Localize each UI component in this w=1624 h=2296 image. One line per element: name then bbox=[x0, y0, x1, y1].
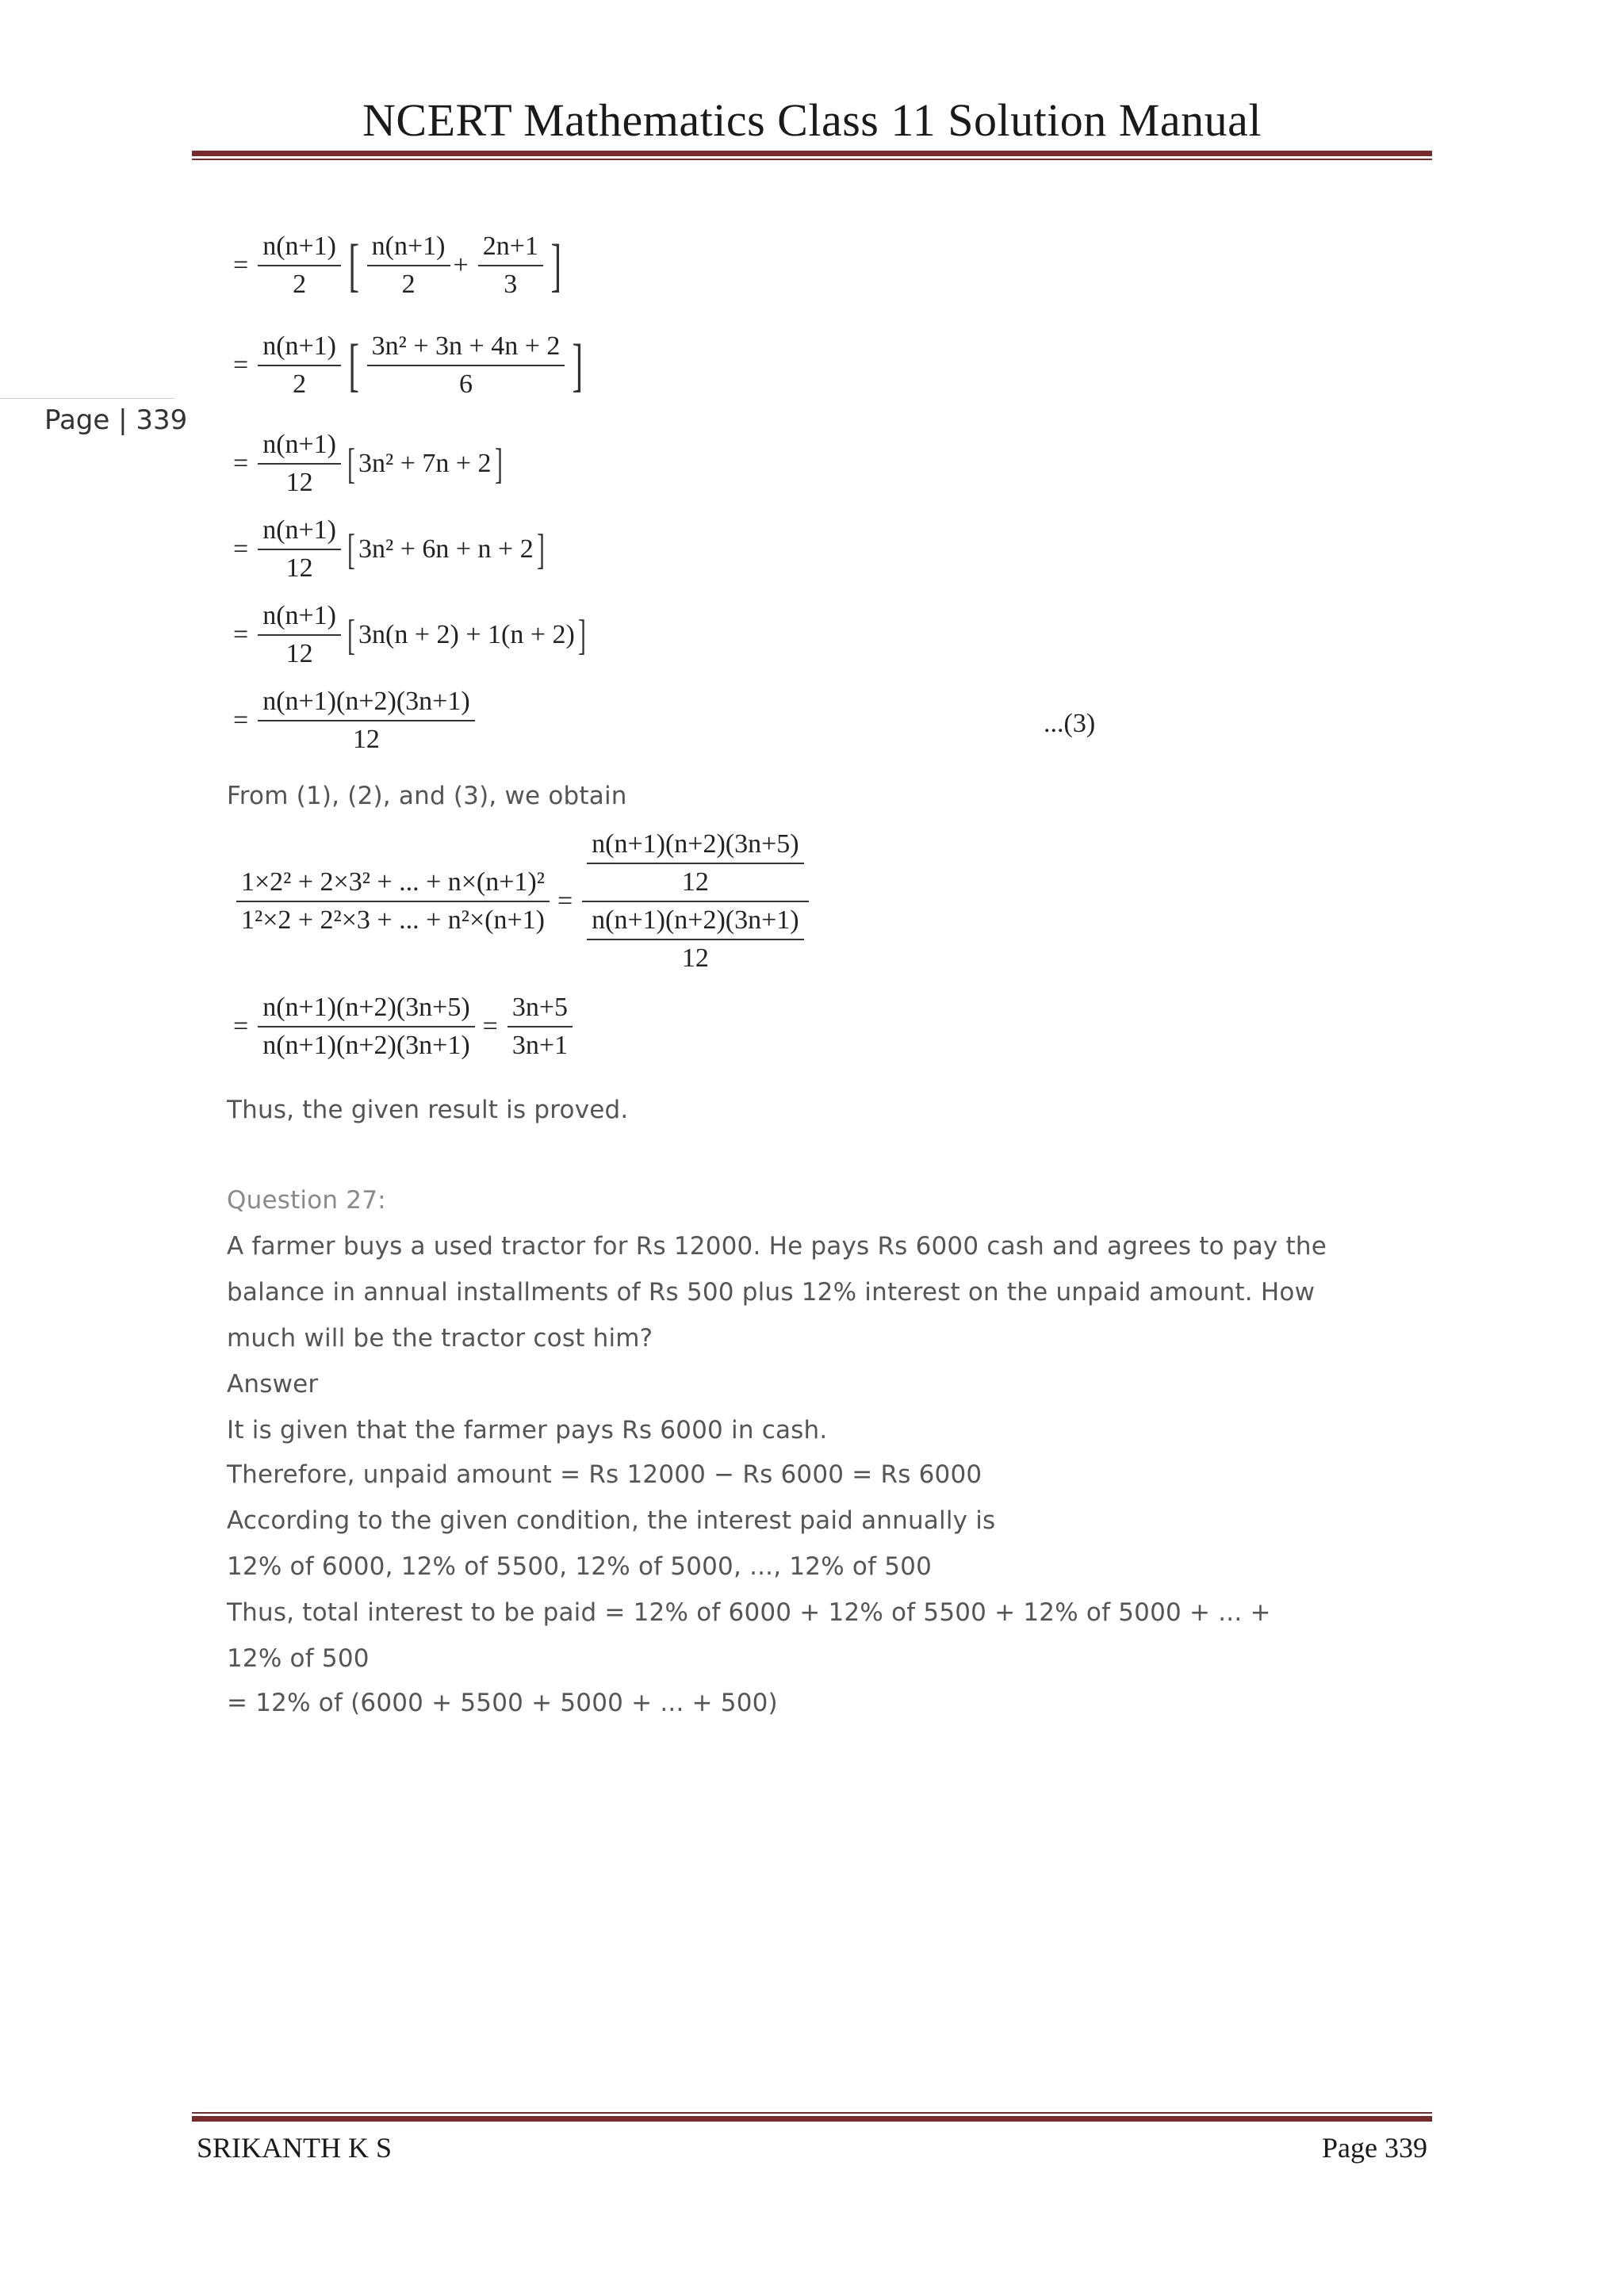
question-line: A farmer buys a used tractor for Rs 12000. He pays Rs 6000 cash and agrees to pay the bbox=[227, 1232, 1327, 1261]
footer-rule bbox=[192, 2116, 1432, 2122]
frac-num: n(n+1) bbox=[258, 232, 341, 266]
bracket-inner: 3n² + 7n + 2 bbox=[358, 449, 492, 478]
side-divider bbox=[0, 398, 174, 399]
frac-num: 1×2² + 2×3² + ... + n×(n+1)² bbox=[236, 867, 550, 902]
answer-line: According to the given condition, the interest paid annually is bbox=[227, 1506, 996, 1535]
frac-den: 3 bbox=[504, 270, 518, 299]
math-line-4: = $\frac{n(n+1)}{12}$ [ 3n² + 6n + n + 2 ] bbox=[233, 515, 545, 583]
frac-den: 2 bbox=[401, 270, 416, 299]
bracket-inner: 3n(n + 2) + 1(n + 2) bbox=[358, 620, 575, 649]
simplified-line: = $\frac{n(n+1)(n+2)(3n+5)}{n(n+1)(n+2)(3n+1)}$ = $\frac{3n+5}{3n+1}$ bbox=[233, 993, 576, 1061]
frac-num: n(n+1)(n+2)(3n+1) bbox=[587, 905, 803, 940]
frac-num: n(n+1)(n+2)(3n+1) bbox=[258, 687, 474, 721]
frac-den: 2 bbox=[293, 369, 307, 399]
answer-line: = 12% of (6000 + 5500 + 5000 + ... + 500) bbox=[227, 1689, 778, 1717]
math-line-2: = $\frac{n(n+1)}{2}$ [ $\frac{\text{3n² + 3n + 4n + 2}}{6}$ ] bbox=[233, 331, 584, 399]
frac-num: n(n+1) bbox=[258, 601, 341, 636]
answer-line: 12% of 6000, 12% of 5500, 12% of 5000, ..., 12% of 500 bbox=[227, 1552, 933, 1581]
answer-label: Answer bbox=[227, 1370, 319, 1399]
frac-den: 12 bbox=[285, 468, 313, 497]
frac-num: 3n² + 3n + 4n + 2 bbox=[367, 331, 565, 366]
side-page-label: Page | 339 bbox=[44, 404, 188, 436]
frac-num: n(n+1)(n+2)(3n+5) bbox=[258, 993, 474, 1027]
frac-den: 12 bbox=[681, 943, 709, 973]
math-line-6: = $\frac{n(n+1)(n+2)(3n+1)}{12}$ bbox=[233, 687, 478, 755]
answer-line: Therefore, unpaid amount = Rs 12000 − Rs 6000 = Rs 6000 bbox=[227, 1460, 982, 1489]
math-line-1: = $\frac{n(n+1)}{2}$ [ $\frac{n(n+1)}{2}$ + $\frac{2n+1}{3}$ ] bbox=[233, 232, 561, 299]
frac-den: 6 bbox=[459, 369, 473, 399]
frac-num: n(n+1) bbox=[258, 331, 341, 366]
from-line: From (1), (2), and (3), we obtain bbox=[227, 782, 627, 810]
answer-line: Thus, total interest to be paid = 12% of 6000 + 12% of 5500 + 12% of 5000 + ... + bbox=[227, 1598, 1271, 1627]
header-rule-thin bbox=[192, 159, 1432, 160]
math-line-5: = $\frac{n(n+1)}{12}$ [ 3n(n + 2) + 1(n + 2) ] bbox=[233, 601, 586, 668]
ratio-line: $\frac{\text{1×2² + 2×3² + ... + n×(n+1)²}}{\text{1²×2 + 2²×3 + ... + n²×(n+1)}}$ = $\frac{\frac{n(n+1)(n+2)(3n+5)}{12}}{\frac{n(n+1)(n+2)(3n+1)}{12}}$ bbox=[233, 829, 812, 974]
answer-line: It is given that the farmer pays Rs 6000 in cash. bbox=[227, 1416, 828, 1445]
page-header-title: NCERT Mathematics Class 11 Solution Manual bbox=[362, 94, 1262, 146]
equation-tag: ...(3) bbox=[1044, 709, 1096, 738]
frac-den: 3n+1 bbox=[511, 1031, 569, 1060]
frac-den: 12 bbox=[352, 725, 380, 754]
footer-page-number: Page 339 bbox=[1322, 2132, 1427, 2164]
question-line: much will be the tractor cost him? bbox=[227, 1324, 653, 1353]
frac-num: n(n+1)(n+2)(3n+5) bbox=[587, 829, 803, 864]
frac-den: 12 bbox=[285, 639, 313, 668]
frac-den: 12 bbox=[681, 867, 709, 897]
frac-den: 1²×2 + 2²×3 + ... + n²×(n+1) bbox=[241, 905, 545, 935]
answer-line: 12% of 500 bbox=[227, 1644, 370, 1673]
frac-num: n(n+1) bbox=[367, 232, 450, 266]
frac-num: 2n+1 bbox=[478, 232, 543, 266]
bracket-inner: 3n² + 6n + n + 2 bbox=[358, 534, 534, 564]
frac-den: n(n+1)(n+2)(3n+1) bbox=[262, 1031, 470, 1060]
footer-author: SRIKANTH K S bbox=[197, 2132, 393, 2164]
frac-num: n(n+1) bbox=[258, 430, 341, 465]
frac-num: n(n+1) bbox=[258, 515, 341, 550]
frac-num: 3n+5 bbox=[508, 993, 573, 1027]
question-heading: Question 27: bbox=[227, 1186, 386, 1215]
header-rule bbox=[192, 151, 1432, 156]
question-line: balance in annual installments of Rs 500 plus 12% interest on the unpaid amount. How bbox=[227, 1278, 1316, 1307]
footer-rule-thin bbox=[192, 2112, 1432, 2114]
math-line-3: = $\frac{n(n+1)}{12}$ [ 3n² + 7n + 2 ] bbox=[233, 430, 503, 497]
frac-den: 12 bbox=[285, 553, 313, 583]
conclusion-text: Thus, the given result is proved. bbox=[227, 1096, 629, 1124]
frac-den: 2 bbox=[293, 270, 307, 299]
